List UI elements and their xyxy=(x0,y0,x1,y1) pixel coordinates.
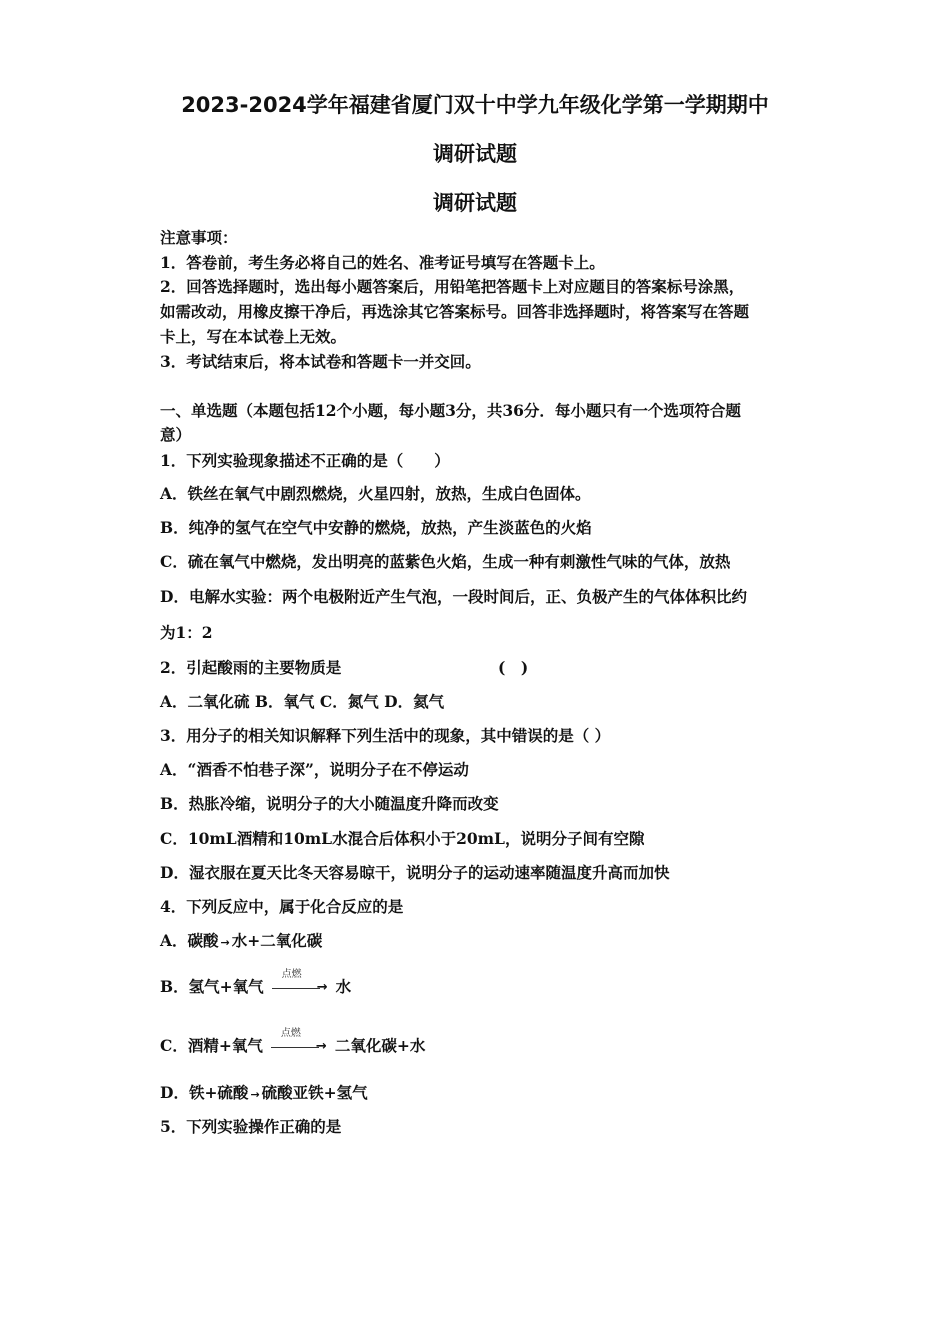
exam-subtitle-repeat: 调研试题 xyxy=(433,191,517,215)
section-heading-line2: 意） xyxy=(160,425,192,444)
q1-option-c: C．硫在氧气中燃烧，发出明亮的蓝紫色火焰，生成一种有刺激性气味的气体，放热 xyxy=(160,552,731,571)
q1-stem: 1．下列实验现象描述不正确的是（ ） xyxy=(160,451,450,470)
q3-stem: 3．用分子的相关知识解释下列生活中的现象，其中错误的是（ ） xyxy=(160,726,611,745)
q4-a-arrow: → xyxy=(220,936,230,949)
q2-answer-paren: ( ) xyxy=(498,658,529,677)
q3-option-d: D．湿衣服在夏天比冬天容易晾干，说明分子的运动速率随温度升高而加快 xyxy=(160,863,670,882)
q4-c-condition: 点燃 xyxy=(280,1028,301,1039)
notice-item-3: 3．考试结束后，将本试卷和答题卡一并交回。 xyxy=(160,352,481,371)
q1-option-d-line1: D．电解水实验：两个电极附近产生气泡，一段时间后，正、负极产生的气体体积比约 xyxy=(160,587,747,606)
q2-options: A．二氧化硫 B．氧气 C．氮气 D．氦气 xyxy=(160,692,445,711)
q4-option-a xyxy=(160,931,800,953)
q4-c-arrow-shaft xyxy=(271,1047,319,1048)
arrow-right-icon: → xyxy=(315,1039,327,1054)
q4-b-product: 水 xyxy=(335,977,352,996)
q4-d-products: 硫酸亚铁+氢气 xyxy=(261,1083,368,1102)
q4-option-d xyxy=(160,1083,800,1105)
q4-d-reactants: D．铁+硫酸 xyxy=(160,1083,249,1102)
q3-option-b: B．热胀冷缩，说明分子的大小随温度升降而改变 xyxy=(160,794,499,813)
notice-item-1: 1．答卷前，考生务必将自己的姓名、准考证号填写在答题卡上。 xyxy=(160,253,605,272)
q4-c-products: 二氧化碳+水 xyxy=(334,1036,426,1055)
notice-item-2-line3: 卡上，写在本试卷上无效。 xyxy=(160,327,347,346)
q1-option-d-line2: 为1：2 xyxy=(160,623,213,642)
exam-subtitle: 调研试题 xyxy=(433,142,517,166)
notice-item-2-line2: 如需改动，用橡皮擦干净后，再选涂其它答案标号。回答非选择题时，将答案写在答题 xyxy=(160,302,750,321)
exam-title: 2023-2024学年福建省厦门双十中学九年级化学第一学期期中 xyxy=(181,93,769,117)
q5-stem: 5．下列实验操作正确的是 xyxy=(160,1117,342,1136)
q3-option-c: C．10mL酒精和10mL水混合后体积小于20mL，说明分子间有空隙 xyxy=(160,829,645,848)
q4-d-arrow: → xyxy=(250,1088,260,1101)
section-heading-line1: 一、单选题（本题包括12个小题，每小题3分，共36分．每小题只有一个选项符合题 xyxy=(160,401,741,420)
q2-stem xyxy=(160,658,800,678)
q1-option-b: B．纯净的氢气在空气中安静的燃烧，放热，产生淡蓝色的火焰 xyxy=(160,518,592,537)
q2-stem-text: 2．引起酸雨的主要物质是 xyxy=(160,658,342,677)
notice-item-2-line1: 2．回答选择题时，选出每小题答案后，用铅笔把答题卡上对应题目的答案标号涂黑， xyxy=(160,277,745,296)
notice-heading: 注意事项： xyxy=(160,228,238,247)
q4-a-reactant: A．碳酸 xyxy=(160,931,219,950)
q4-b-arrow-shaft xyxy=(272,988,320,989)
q4-b-condition: 点燃 xyxy=(281,969,302,980)
q4-option-b xyxy=(160,969,800,998)
q4-c-reaction-arrow xyxy=(271,1028,329,1057)
q3-option-a: A．“酒香不怕巷子深”，说明分子在不停运动 xyxy=(160,760,469,779)
q1-option-a: A．铁丝在氧气中剧烈燃烧，火星四射，放热，生成白色固体。 xyxy=(160,484,591,503)
q4-b-reactants: B．氢气+氧气 xyxy=(160,977,264,996)
q4-c-reactants: C．酒精+氧气 xyxy=(160,1036,263,1055)
arrow-right-icon: → xyxy=(316,980,328,995)
q4-stem: 4．下列反应中，属于化合反应的是 xyxy=(160,897,404,916)
q4-a-product: 水+二氧化碳 xyxy=(231,931,323,950)
q4-option-c xyxy=(160,1028,800,1057)
q4-b-reaction-arrow xyxy=(272,969,330,998)
